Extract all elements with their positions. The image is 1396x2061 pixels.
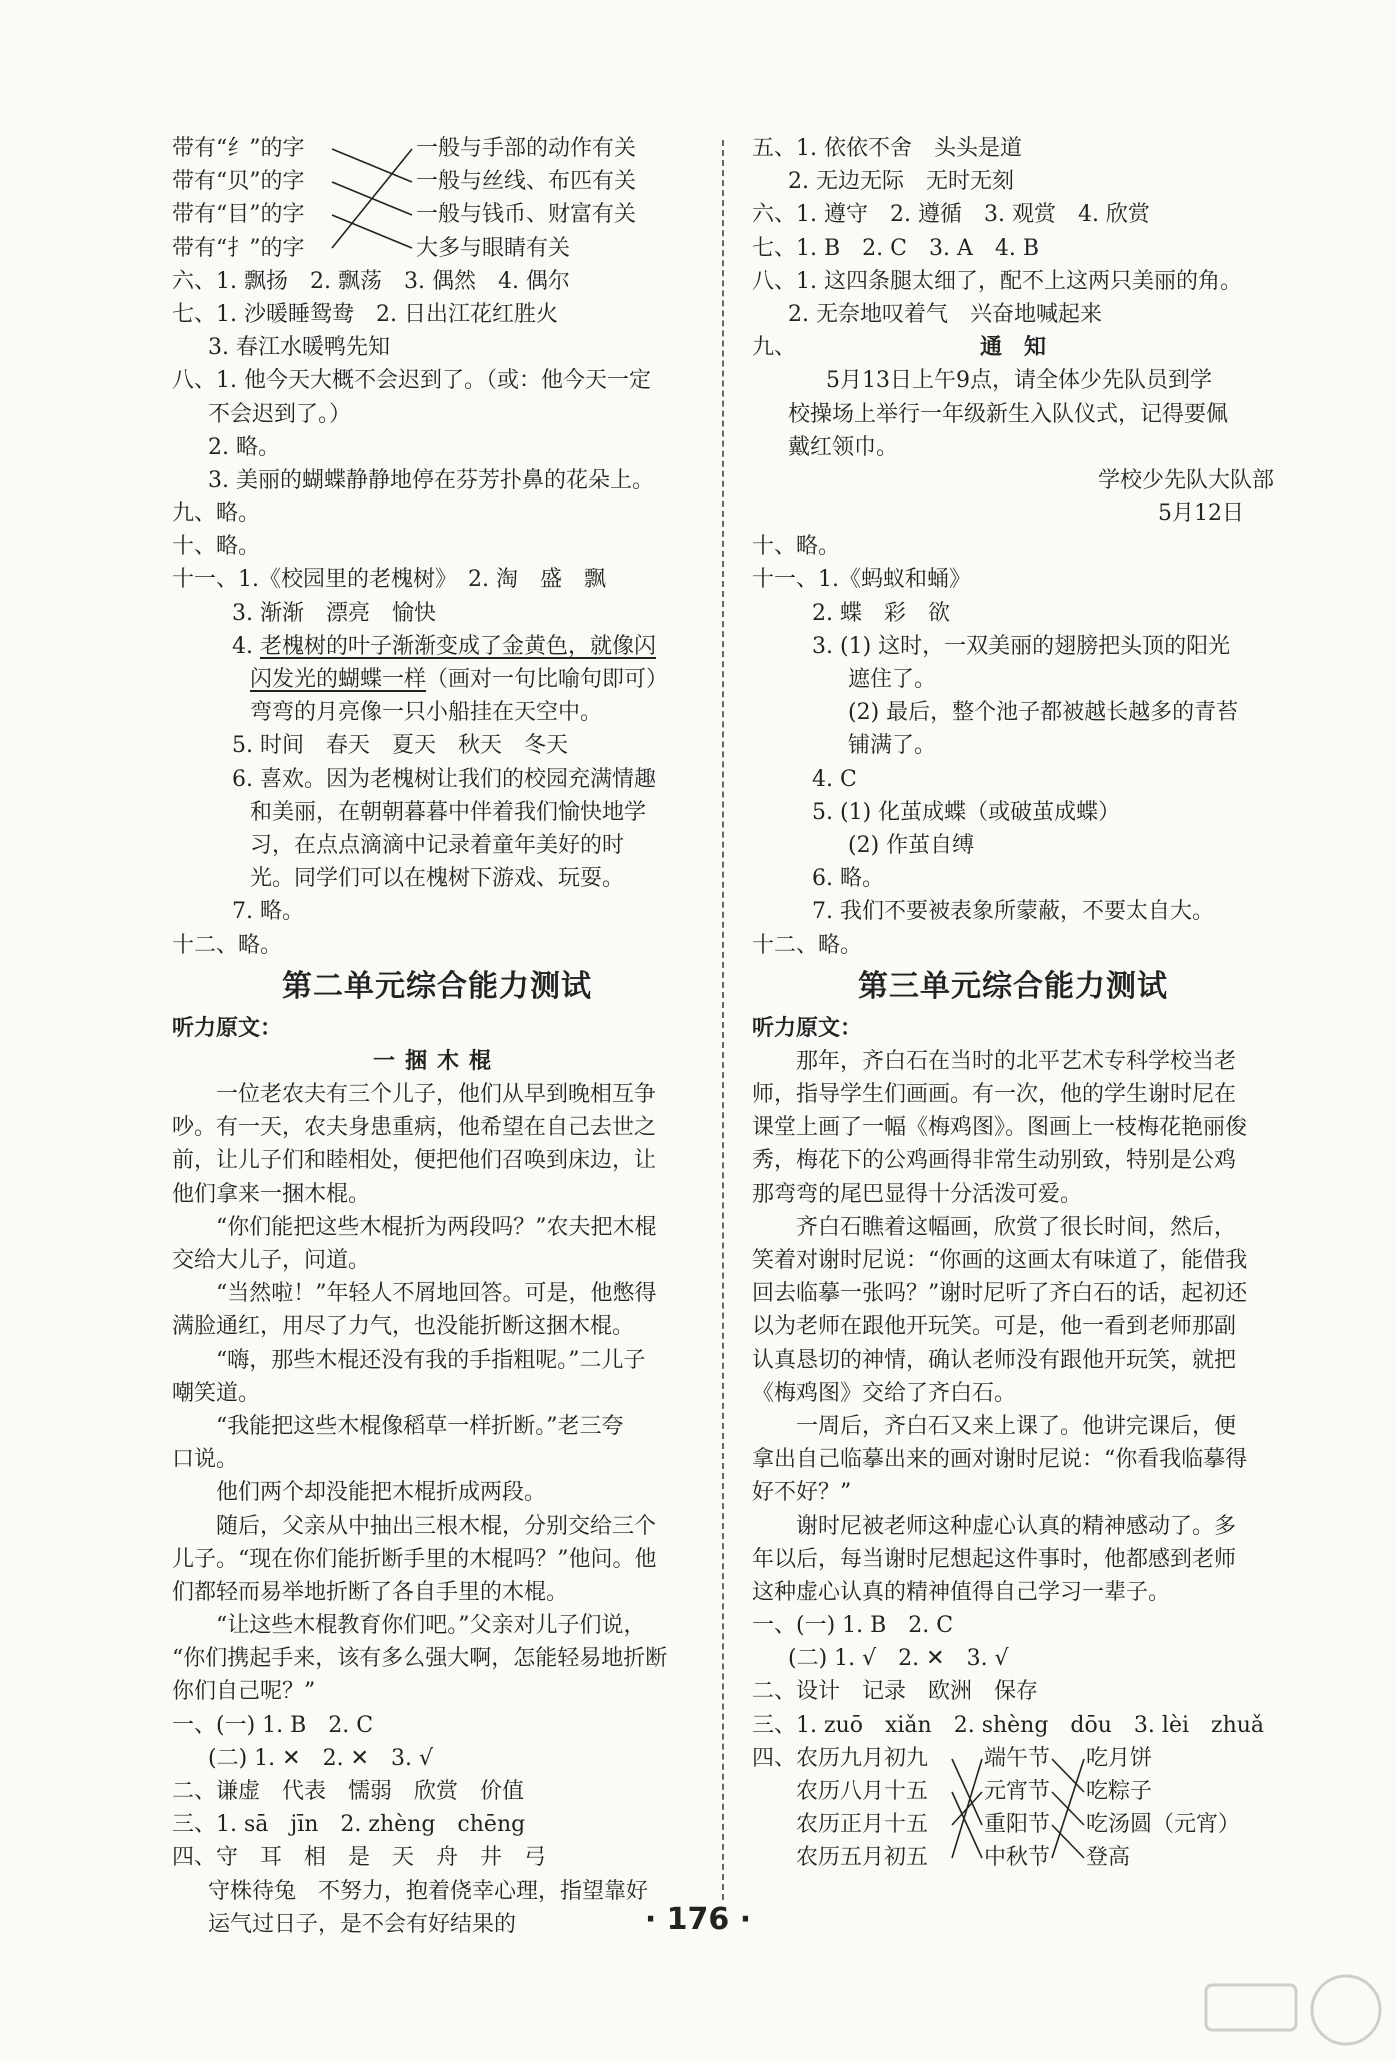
answer-r9 [752,331,1274,364]
answer-u2-4: 四、守 耳 相 是 天 舟 井 弓 [172,1845,547,1871]
story-line: 那弯弯的尾巴显得十分活泼可爱。 [752,1181,1083,1207]
listening-label: 听力原文： [172,1015,283,1041]
left-column [172,132,702,1941]
answer-11d [172,663,702,696]
answer-10: 十、略。 [172,534,261,560]
answer-r11h: 5. (1) 化茧成蝶（或破茧成蝶） [812,799,1121,825]
answer-r11d: 遮住了。 [848,667,937,692]
answer-r10: 十、略。 [752,534,841,560]
answer-u3-3: 三、1. zuō xiǎn 2. shèng dōu 3. lèi zhuǎ [752,1712,1265,1738]
answer-r11j: 6. 略。 [812,866,884,892]
story-line: 师，指导学生们画画。有一次，他的学生谢时尼在 [752,1082,1237,1108]
match-right-3: 大多与眼睛有关 [416,235,571,261]
answer-r5a: 五、1. 依依不舍 头头是道 [752,136,1022,161]
story-line: 吵。有一天，农夫身患重病，他希望在自己去世之 [172,1115,657,1141]
answer-r11e: (2) 最后，整个池子都被越长越多的青苔 [848,700,1239,726]
festival-line-3 [952,1759,982,1858]
festival-date: 农历八月十五 [796,1779,929,1804]
listening-label: 听力原文： [752,1015,863,1041]
answer-11k: 7. 略。 [232,899,304,925]
answer-u2-2: 二、谦虚 代表 懦弱 欣赏 价值 [172,1779,525,1805]
story-line: “让这些木棍教育你们吧。”父亲对儿子们说， [216,1613,646,1639]
festival-name: 重阳节 [984,1812,1051,1838]
story-line: 课堂上画了一幅《梅鸡图》。图画上一枝梅花艳丽俊 [752,1115,1248,1141]
match-line-3 [332,149,412,248]
answer-8a: 八、1. 他今天大概不会迟到了。（或：他今天一定 [172,368,651,394]
story-line: 回去临摹一张吗？”谢时尼听了齐白石的话，起初还 [752,1281,1248,1307]
column-divider [722,140,724,1900]
match-right-2: 一般与钱币、财富有关 [416,202,637,228]
answer-11c-text: 老槐树的叶子渐渐变成了金黄色，就像闪 [259,633,656,659]
match-left-2: 带有“目”的字 [172,202,305,228]
notice-line: 戴红领巾。 [788,434,899,460]
answer-u3-1b: (二) 1. √ 2. ✕ 3. √ [788,1646,1009,1672]
answer-r9-label: 九、 [752,335,797,361]
watermark-circle [1312,1976,1380,2044]
story-line: “我能把这些木棍像稻草一样折断。”老三夸 [216,1413,624,1439]
answer-11h: 和美丽，在朝朝暮暮中伴着我们愉快地学 [250,799,647,825]
answer-r11k: 7. 我们不要被表象所蒙蔽，不要太自大。 [812,899,1214,925]
match-right-1: 一般与丝线、布匹有关 [416,169,637,195]
festival-line-1 [952,1792,982,1858]
story-line: 那年，齐白石在当时的北平艺术专科学校当老 [796,1048,1237,1074]
match-line-2 [332,215,412,248]
unit3-title: 第三单元综合能力测试 [858,968,1168,1004]
watermark-logo [1196,1965,1386,2055]
matching-lines [172,132,702,265]
festival-name: 中秋节 [984,1845,1051,1871]
answer-u3-1a: 一、(一) 1. B 2. C [752,1613,954,1639]
story-line: 《梅鸡图》交给了齐白石。 [752,1380,1017,1406]
festival-date: 农历正月十五 [796,1812,929,1838]
story-line: 秀，梅花下的公鸡画得非常生动别致，特别是公鸡 [752,1148,1237,1174]
answer-8d: 3. 美丽的蝴蝶静静地停在芬芳扑鼻的花朵上。 [208,467,654,493]
answer-11c-num: 4. [232,633,260,659]
story-line: 这种虚心认真的精神值得自己学习一辈子。 [752,1579,1171,1605]
answer-6: 六、1. 飘扬 2. 飘荡 3. 偶然 4. 偶尔 [172,268,570,294]
answer-r11c: 3. (1) 这时，一双美丽的翅膀把头顶的阳光 [812,633,1231,659]
answer-8b: 不会迟到了。） [208,401,352,427]
answer-u2-1b: (二) 1. ✕ 2. ✕ 3. √ [208,1745,433,1771]
story-line: “你们能把这些木棍折为两段吗？”农夫把木棍 [216,1214,657,1240]
answer-11e: 弯弯的月亮像一只小船挂在天空中。 [250,700,603,726]
story-line: 拿出自己临摹出来的画对谢时尼说：“你看我临摹得 [752,1447,1248,1473]
answer-8c: 2. 略。 [208,434,280,460]
answer-11i: 习，在点点滴滴中记录着童年美好的时 [250,832,625,858]
answer-u2-3: 三、1. sā jīn 2. zhèng chēng [172,1812,526,1838]
story-line: 谢时尼被老师这种虚心认真的精神感动了。多 [796,1513,1237,1539]
answer-u2-4c: 运气过日子，是不会有好结果的 [208,1911,517,1937]
answer-r8a: 八、1. 这四条腿太细了，配不上这两只美丽的角。 [752,268,1242,294]
story-line: 笑着对谢时尼说：“你画的这画太有味道了，能借我 [752,1248,1248,1273]
answer-11c [172,630,702,663]
story-title: 一捆木棍 [372,1047,501,1074]
story-line: 认真恳切的神情，确认老师没有跟他开玩笑，就把 [752,1347,1237,1373]
radical-matching [172,132,702,265]
answer-r11i: (2) 作茧自缚 [848,832,975,858]
story-line: 们都轻而易举地折断了各自手里的木棍。 [172,1579,569,1605]
festival-lines [752,1742,1274,1875]
answer-r8b: 2. 无奈地叹着气 兴奋地喊起来 [788,301,1102,327]
match-right-0: 一般与手部的动作有关 [416,136,637,161]
story-line: 齐白石瞧着这幅画，欣赏了很长时间，然后， [796,1214,1237,1240]
answer-u3-2: 二、设计 记录 欧洲 保存 [752,1679,1039,1705]
story-line: 他们拿来一捆木棍。 [172,1181,371,1207]
answer-11d-text: 闪发光的蝴蝶一样 [250,667,427,693]
story-line: 一位老农夫有三个儿子，他们从早到晚相互争 [216,1082,657,1108]
festival-line-7 [1052,1759,1084,1858]
story-line: “当然啦！”年轻人不屑地回答。可是，他憋得 [216,1281,657,1307]
page-number: · 176 · [644,1902,752,1937]
story-line: 儿子。“现在你们能折断手里的木棍吗？”他问。他 [172,1546,657,1572]
notice-line: 5月13日上午9点，请全体少先队员到学 [826,368,1212,394]
answer-11b: 3. 渐渐 漂亮 愉快 [232,600,436,626]
festival-label: 四、 [752,1745,797,1771]
answer-9: 九、略。 [172,501,261,527]
answer-r11f: 铺满了。 [848,733,937,759]
answer-11a: 十一、1.《校园里的老槐树》 2. 淘 盛 飘 [172,567,606,593]
story-line: 口说。 [172,1447,239,1473]
right-column [752,132,1274,1875]
answer-r12: 十二、略。 [752,932,863,958]
watermark-box [1206,1985,1296,2030]
match-line-0 [332,149,412,182]
festival-date: 农历五月初五 [796,1845,929,1871]
festival-matching [752,1742,1274,1875]
story-line: 交给大儿子，问道。 [172,1248,371,1274]
unit2-title: 第二单元综合能力测试 [282,968,592,1004]
story-line: 以为老师在跟他开玩笑。可是，他一看到老师那副 [752,1314,1237,1340]
match-left-3: 带有“扌”的字 [172,235,305,261]
festival-custom: 登高 [1086,1845,1131,1871]
match-left-1: 带有“贝”的字 [172,169,305,195]
story-line: 满脸通红，用尽了力气，也没能折断这捆木棍。 [172,1314,635,1340]
answer-11f: 5. 时间 春天 夏天 秋天 冬天 [232,733,568,759]
answer-11j: 光。同学们可以在槐树下游戏、玩耍。 [250,866,625,892]
story-line: 年以后，每当谢时尼想起这件事时，他都感到老师 [752,1546,1237,1572]
story-line: 前，让儿子们和睦相处，便把他们召唤到床边，让 [172,1148,657,1174]
story-line: “嗨，那些木棍还没有我的手指粗呢。”二儿子 [216,1347,646,1373]
answer-u2-1a: 一、(一) 1. B 2. C [172,1712,374,1738]
answer-r11a: 十一、1.《蚂蚁和蛹》 [752,567,971,593]
festival-custom: 吃汤圆（元宵） [1086,1812,1241,1838]
notice-line: 校操场上举行一年级新生入队仪式，记得要佩 [788,401,1229,427]
answer-r11g: 4. C [812,766,857,792]
festival-date: 农历九月初九 [796,1745,929,1771]
notice-title: 通 知 [979,335,1046,361]
answer-r5b: 2. 无边无际 无时无刻 [788,169,1014,195]
festival-custom: 吃粽子 [1086,1779,1153,1804]
answer-11g: 6. 喜欢。因为老槐树让我们的校园充满情趣 [232,766,656,792]
story-line: 他们两个却没能把木棍折成两段。 [216,1480,547,1506]
festival-line-0 [952,1759,982,1825]
story-line: 随后，父亲从中抽出三根木棍，分别交给三个 [216,1513,657,1539]
answer-r7: 七、1. B 2. C 3. A 4. B [752,235,1039,261]
story-line: 你们自己呢？” [172,1679,316,1705]
festival-name: 元宵节 [984,1779,1051,1804]
festival-name: 端午节 [984,1745,1051,1771]
story-line: 嘲笑道。 [172,1380,261,1406]
answer-7a: 七、1. 沙暖睡鸳鸯 2. 日出江花红胜火 [172,301,558,327]
answer-7b: 3. 春江水暖鸭先知 [208,335,390,361]
answer-r11b: 2. 蝶 彩 欲 [812,600,950,626]
answer-11d-note: （画对一句比喻句即可） [426,667,669,693]
answer-u2-4b: 守株待兔 不努力，抱着侥幸心理，指望靠好 [208,1878,649,1904]
match-left-0: 带有“纟”的字 [172,136,305,161]
festival-custom: 吃月饼 [1086,1745,1153,1771]
story-line: 一周后，齐白石又来上课了。他讲完课后，便 [796,1413,1237,1439]
answer-12: 十二、略。 [172,932,283,958]
story-line: “你们携起手来，该有多么强大啊，怎能轻易地折断 [172,1646,668,1672]
answer-r6: 六、1. 遵守 2. 遵循 3. 观赏 4. 欣赏 [752,202,1150,228]
notice-signature: 学校少先队大队部 [1097,467,1274,493]
notice-date: 5月12日 [1158,501,1244,527]
story-line: 好不好？” [752,1480,852,1506]
